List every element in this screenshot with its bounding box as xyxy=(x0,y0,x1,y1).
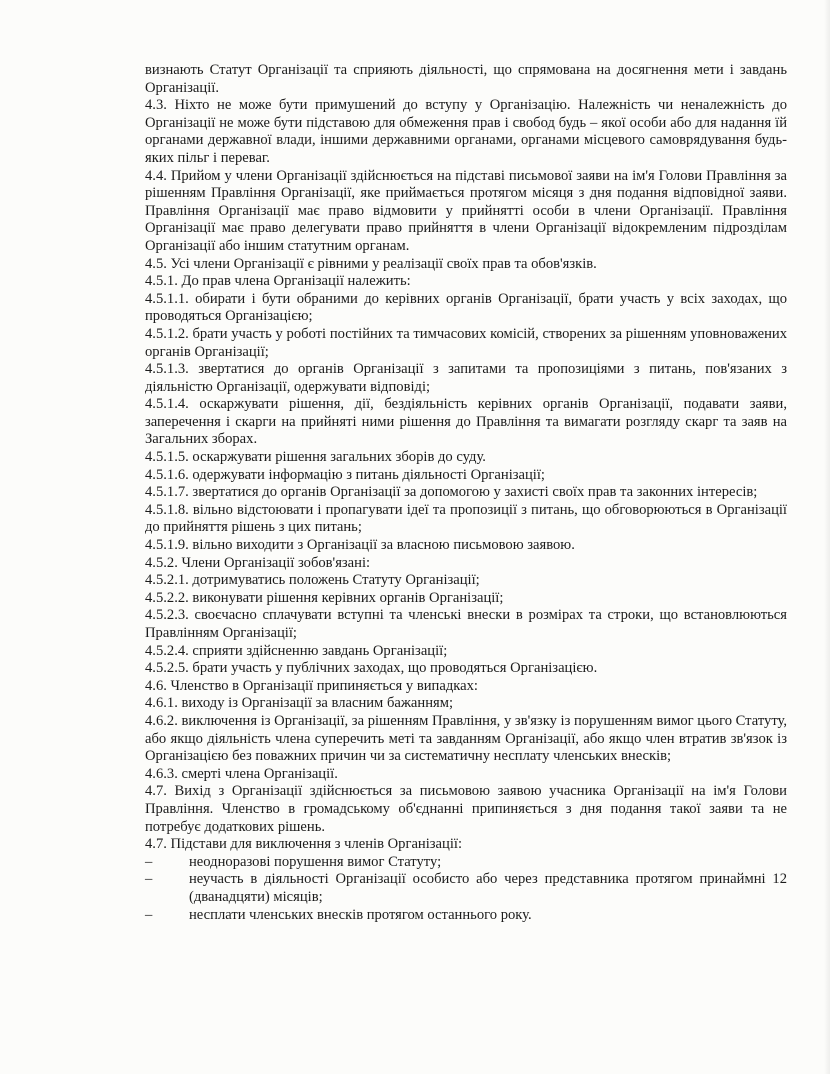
statute-text-body xyxy=(145,62,787,924)
paragraph: 4.3. Ніхто не може бути примушений до вступу у Організацію. Належність чи неналежність до Організації не може бути підставою для обмеження прав і свобод будь – якої особи або для надання їй органами державної влади, іншими державними органами, органами місцевого самоврядування будь-яких пільг і переваг. xyxy=(145,97,787,166)
list-item-text: неучасть в діяльності Організації особисто або через представника протягом принаймні 12 (дванадцяти) місяців; xyxy=(189,871,787,905)
paragraph: 4.6.3. смерті члена Організації. xyxy=(145,765,338,782)
paragraph: 4.5.1.6. одержувати інформацію з питань діяльності Організації; xyxy=(145,466,545,483)
paragraph: визнають Статут Організації та сприяють діяльності, що спрямована на досягнення мети і завдань Організації. xyxy=(145,62,787,96)
paragraph: 4.5.1.1. обирати і бути обраними до керівних органів Організації, брати участь у всіх заходах, що проводяться Організацією; xyxy=(145,290,787,325)
list-item xyxy=(145,871,787,906)
paragraph: 4.5.2.5. брати участь у публічних заходах, що проводяться Організацією. xyxy=(145,660,598,677)
paragraph: 4.5.1.7. звертатися до органів Організації за допомогою у захисті своїх прав та законних інтересів; xyxy=(145,484,758,501)
paragraph: 4.7. Підстави для виключення з членів Організації: xyxy=(145,836,463,853)
paragraph: 4.5.2.3. своєчасно сплачувати вступні та членські внески в розмірах та строки, що встановлюються Правлінням Організації; xyxy=(145,607,787,641)
paragraph: 4.7. Вихід з Організації здійснюється за письмовою заявою учасника Організації на ім'я Голови Правління. Членство в громадському об'єднанні припиняється з дня подання такої заяви та не потребує додаткових рішень. xyxy=(145,783,787,835)
paragraph: 4.5.1.3. звертатися до органів Організації з запитами та пропозиціями з питань, пов'язаних з діяльністю Організації, одержувати відповіді; xyxy=(145,361,787,395)
dash-marker: – xyxy=(145,871,153,888)
paragraph: 4.5.2.1. дотримуватись положень Статуту Організації; xyxy=(145,572,480,589)
paragraph: 4.5.2. Члени Організації зобов'язані: xyxy=(145,554,371,571)
paragraph: 4.5.2.4. сприяти здійсненню завдань Організації; xyxy=(145,642,448,659)
paragraph: 4.6.2. виключення із Організації, за рішенням Правління, у зв'язку із порушенням вимог цього Статуту, або якщо діяльність члена суперечить меті та завданням Організації, або якщо член втратив зв'язок із Організацією без поважних причин чи за систематичну несплату членських внесків; xyxy=(145,712,787,765)
paragraph: 4.5. Усі члени Організації є рівними у реалізації своїх прав та обов'язків. xyxy=(145,255,597,272)
paragraph: 4.6.1. виходу із Організації за власним бажанням; xyxy=(145,695,454,712)
paragraph: 4.5.1. До прав члена Організації належить: xyxy=(145,273,411,290)
paragraph: 4.5.1.5. оскаржувати рішення загальних зборів до суду. xyxy=(145,449,486,466)
list-item-text: несплати членських внесків протягом останнього року. xyxy=(189,906,532,923)
scan-edge-shadow xyxy=(824,0,830,1074)
list-item xyxy=(145,907,787,925)
list-item xyxy=(145,854,787,872)
paragraph: 4.5.1.9. вільно виходити з Організації за власною письмовою заявою. xyxy=(145,537,575,554)
paragraph: 4.5.2.2. виконувати рішення керівних органів Організації; xyxy=(145,589,504,606)
paragraph: 4.5.1.8. вільно відстоювати і пропагувати ідеї та пропозиції з питань, що обговорюються в Організації до прийняття рішень з цих питань; xyxy=(145,501,787,536)
paragraph: 4.4. Прийом у члени Організації здійснюється на підставі письмової заяви на ім'я Голови Правління за рішенням Правління Організації, яке приймається протягом місяця з дня подання відповідної заяви. Правління Організації має право відмовити у прийнятті особи в члени Організації. Правління Організації має право делегувати право прийняття в члени Організації відокремленим підрозділам Організації або іншим статутним органам. xyxy=(145,167,787,254)
paragraph: 4.6. Членство в Організації припиняється у випадках: xyxy=(145,677,478,694)
paragraph: 4.5.1.2. брати участь у роботі постійних та тимчасових комісій, створених за рішенням уповноважених органів Організації; xyxy=(145,325,787,360)
paragraph: 4.5.1.4. оскаржувати рішення, дії, бездіяльність керівних органів Організації, подавати заяви, заперечення і скарги на прийняті ними рішення до Правління та вимагати розгляду скарг та заяв на Загальних зборах. xyxy=(145,396,787,448)
dash-marker: – xyxy=(145,906,153,923)
dash-marker: – xyxy=(145,853,153,870)
list-item-text: неодноразові порушення вимог Статуту; xyxy=(189,853,442,870)
